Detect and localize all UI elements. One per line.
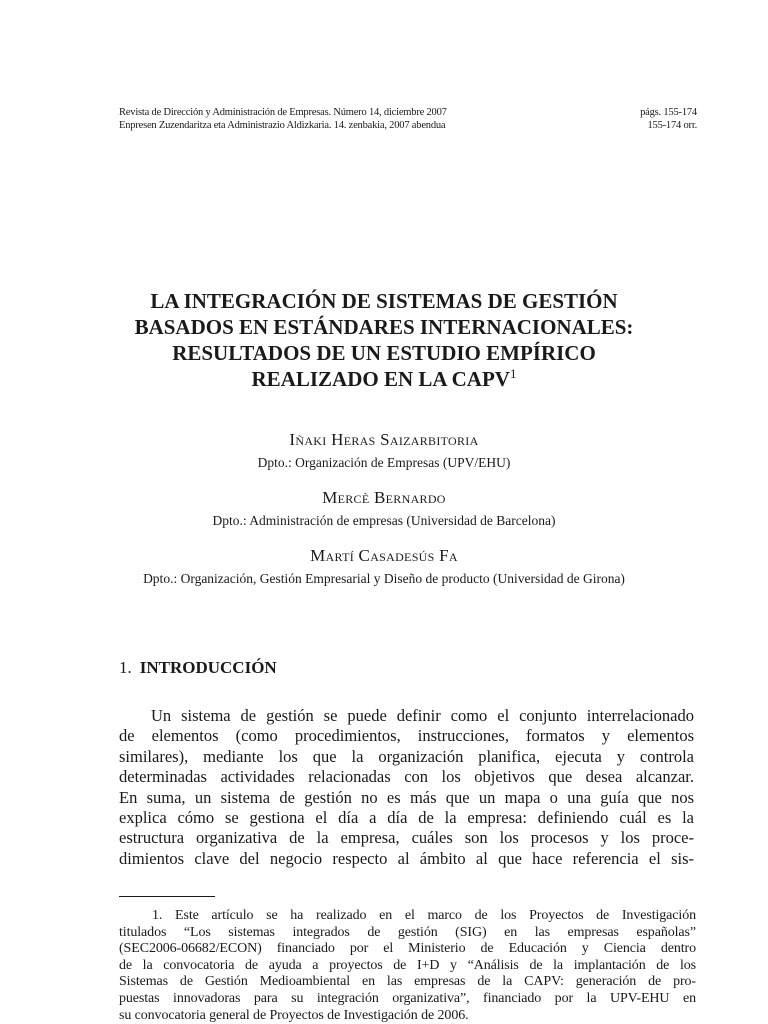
title-line — [100, 366, 668, 395]
page-range-eu: 155-174 orr. — [647, 120, 697, 131]
running-header-line-eu — [119, 119, 697, 132]
body-line: En suma, un sistema de gestión no es más que un mapa o una guía que nos — [119, 787, 694, 807]
article-title — [100, 288, 668, 395]
body-line: similares), mediante los que la organización planifica, ejecuta y controla — [119, 746, 694, 766]
footnote-line: puestas innovadoras para su integración organizativa”, financiado por la UPV-EHU en — [119, 990, 696, 1006]
section-number: 1. — [119, 658, 132, 677]
author-list — [0, 430, 768, 587]
body-line: dimientos clave del negocio respecto al ámbito al que hace referencia el sis- — [119, 848, 694, 868]
footnote-line: 1. Este artículo se ha realizado en el marco de los Proyectos de Investigación — [152, 908, 696, 923]
title-line: BASADOS EN ESTÁNDARES INTERNACIONALES: — [134, 315, 634, 339]
section-heading — [119, 658, 277, 678]
body-line: estructura organizativa de la empresa, cuáles son los procesos y los proce- — [119, 828, 694, 848]
running-header-line-es — [119, 106, 697, 119]
author-name: Mercè Bernardo — [322, 488, 446, 507]
footnote-line: de la convocatoria de ayuda a proyectos de I+D y “Análisis de la implantación de los — [119, 957, 696, 973]
body-line: explica cómo se gestiona el día a día de la empresa: definiendo cuál es la — [119, 808, 694, 828]
body-paragraph — [119, 706, 694, 869]
page-range-es: págs. 155-174 — [640, 107, 697, 118]
body-line: determinadas actividades relacionadas con los objetivos que desea alcanzar. — [119, 767, 694, 787]
author-affiliation: Dpto.: Organización de Empresas (UPV/EHU) — [257, 455, 511, 470]
author-affiliation: Dpto.: Organización, Gestión Empresarial y Diseño de producto (Universidad de Girona) — [143, 571, 625, 586]
footnote-line: titulados “Los sistemas integrados de gestión (SIG) en las empresas españolas” — [119, 924, 696, 940]
author-block — [0, 430, 768, 471]
title-line: LA INTEGRACIÓN DE SISTEMAS DE GESTIÓN — [150, 289, 618, 313]
author-block — [0, 488, 768, 529]
journal-title-es: Revista de Dirección y Administración de Empresas. Número 14, diciembre 2007 — [119, 107, 447, 118]
section-label: INTRODUCCIÓN — [139, 658, 277, 677]
author-block — [0, 546, 768, 587]
author-affiliation: Dpto.: Administración de empresas (Universidad de Barcelona) — [212, 513, 556, 528]
footnote-line: (SEC2006-06682/ECON) financiado por el Ministerio de Educación y Ciencia dentro — [119, 941, 696, 957]
body-line: de elementos (como procedimientos, instrucciones, formatos y elementos — [119, 726, 694, 746]
body-line: Un sistema de gestión se puede definir como el conjunto interrelacionado — [151, 706, 694, 725]
running-header — [119, 106, 697, 132]
author-name: Martí Casadesús Fa — [310, 546, 458, 565]
footnote-reference[interactable]: 1 — [509, 366, 517, 381]
footnote — [119, 908, 696, 1024]
footnote-line: Sistemas de Gestión Medioambiental en las empresas de la CAPV: generación de pro- — [119, 974, 696, 990]
journal-title-eu: Enpresen Zuzendaritza eta Administrazio Aldizkaria. 14. zenbakia, 2007 abendua — [119, 120, 446, 131]
title-line: RESULTADOS DE UN ESTUDIO EMPÍRICO — [172, 341, 596, 365]
title-line-text: REALIZADO EN LA CAPV — [251, 367, 510, 391]
footnote-separator — [119, 896, 215, 897]
footnote-line: su convocatoria general de Proyectos de Investigación de 2006. — [119, 1007, 469, 1023]
author-name: Iñaki Heras Saizarbitoria — [289, 430, 479, 449]
